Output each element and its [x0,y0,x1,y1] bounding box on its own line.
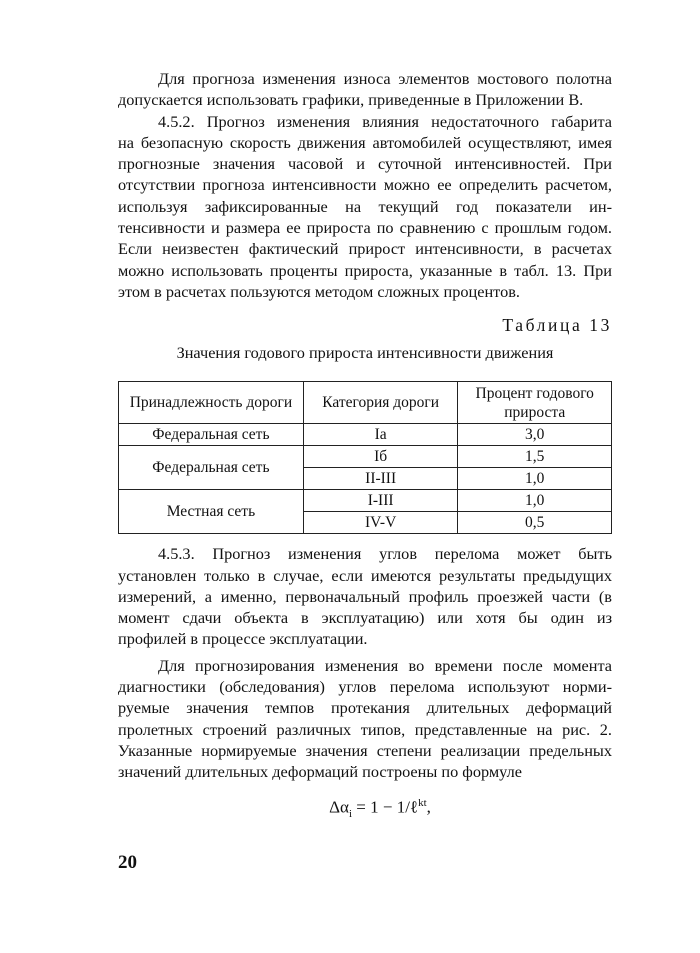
text-line: тенсивности и размера ее прироста по сравнению с прошлым годом. [118,218,612,238]
text-line: установлен только в случае, если имеются результаты предыдущих [118,565,612,585]
text-line: Если неизвестен фактический прирост интенсивности, в расчетах [118,239,612,259]
cell-category: II-III [303,468,458,490]
cell-category: I-III [303,490,458,512]
cell-category: Ia [303,424,458,446]
text-line: диагностики (обследования) углов перелома используют норми- [118,677,612,697]
text-line: пролетных строений различных типов, представленные на рис. 2. [118,719,612,739]
text-line: руемые значения темпов протекания длительных деформаций [118,698,612,718]
text-line: можно использовать проценты прироста, указанные в табл. 13. При [118,260,612,280]
section-4-5-2-paragraph [118,111,612,303]
growth-rate-table [118,381,612,534]
cell-percent: 0,5 [458,512,612,534]
text-line: на безопасную скорость движения автомобилей осуществляют, имея [118,132,612,152]
text-line: Указанные нормируемые значения степени реализации предельных [118,740,612,760]
cell-category: Iб [303,446,458,468]
cell-affiliation: Федеральная сеть [119,446,304,490]
table-row [119,446,612,468]
cell-percent: 3,0 [458,424,612,446]
table-row [119,490,612,512]
cell-percent: 1,5 [458,446,612,468]
formula-rhs: = 1 − 1/ℓ [352,797,419,817]
cell-affiliation: Федеральная сеть [119,424,304,446]
formula-tail: , [426,797,431,817]
text-line: допускается использовать графики, приведенные в Приложении В. [118,90,584,110]
formula-subscript: i [348,807,353,820]
cell-affiliation: Местная сеть [119,490,304,534]
intro-paragraph [118,68,612,111]
text-line: используя зафиксированные на текущий год показатели ин- [118,196,612,216]
header-category: Категория дороги [303,382,458,424]
text-line: Для прогнозирования изменения во времени после момента [158,655,612,675]
text-line: 4.5.2. Прогноз изменения влияния недостаточного габарита [158,111,612,131]
text-line: значений длительных деформаций построены по формуле [118,762,522,782]
forecast-paragraph [118,655,612,783]
text-line: Для прогноза изменения износа элементов мостового полотна [158,69,612,88]
cell-percent: 1,0 [458,490,612,512]
deformation-formula [118,791,612,826]
text-line: измерений, а именно, первоначальный профиль проезжей части (в [118,586,612,606]
table-label: Таблица 13 [502,315,612,336]
header-percent: Процент годового прироста [458,382,612,424]
text-line: прогнозные значения часовой и суточной интенсивностей. При [118,154,612,174]
table-title: Значения годового прироста интенсивности движения [176,343,554,363]
table-row [119,424,612,446]
page-number: 20 [118,852,137,873]
text-line: профилей в процессе эксплуатации. [118,629,368,649]
formula-lhs: Δα [329,797,349,817]
cell-category: IV-V [303,512,458,534]
text-line: отсутствии прогноза интенсивности можно ее определить расчетом, [118,175,612,195]
section-4-5-3-paragraph [118,543,612,649]
formula-superscript: kt [418,796,427,809]
text-line: этом в расчетах пользуются методом сложных процентов. [118,281,520,301]
table-header-row [119,382,612,424]
document-page [118,68,612,826]
cell-percent: 1,0 [458,468,612,490]
header-affiliation: Принадлежность дороги [119,382,304,424]
text-line: момент сдачи объекта в эксплуатацию) или хотя бы один из [118,608,612,628]
text-line: 4.5.3. Прогноз изменения углов перелома может быть [158,544,612,564]
